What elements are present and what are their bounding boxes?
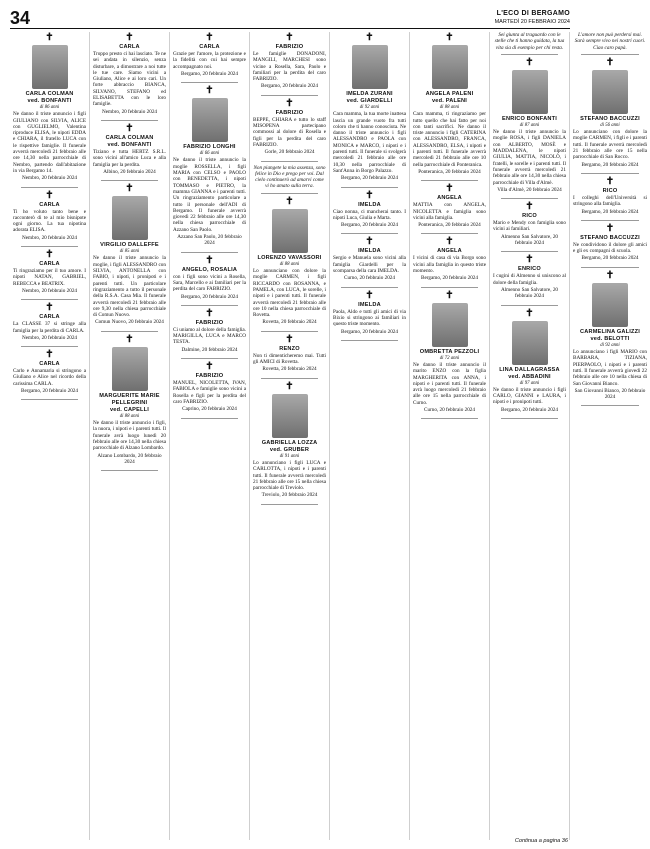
obituary-notice — [253, 335, 326, 373]
notice-text: Carlo e Annamaria si stringono a Giuliano e Alice nel ricordo della carissima CARLA. — [13, 368, 86, 387]
continue-note: Continua a pagina 36 — [514, 838, 568, 844]
cross-icon: ✝ — [445, 236, 454, 248]
obituary-notice — [493, 202, 566, 246]
place-date: Caprino, 20 febbraio 2024 — [182, 406, 237, 413]
notice-text: Ne danno il triste annuncio la moglie, i figli ALESSANDRO con SILVIA, ANTONELLA con FABIO, i nipoti, i pronipoti e i parenti tutti. Un particolare ringraziamento a tutto il personale della R.S.A. Casa Mia. Il funerale avverrà mercoledì 21 febbraio alle ore 9,30 nella chiesa parrocchiale di Comun Nuovo. — [93, 255, 166, 319]
place-date: Nembro, 20 febbraio 2024 — [21, 234, 78, 241]
deceased-name: LINA DALLAGRASSA — [499, 366, 560, 373]
cross-icon: ✝ — [125, 122, 134, 134]
notice-text: I vicini di casa di via Borgo sono vicini alla famiglia in questo triste momento. — [413, 255, 486, 275]
notice-text: Lo annunciano i figli LUCA e CARLOTTA, i nipoti e i parenti tutti. Il funerale avverrà mercoledì 21 febbraio alle ore 15 nella chiesa parrocchiale di Treviolo. — [253, 459, 326, 492]
cross-icon: ✝ — [525, 201, 534, 213]
cross-icon: ✝ — [605, 269, 615, 281]
portrait-photo — [272, 394, 308, 438]
memorial-quote: Non piangete la mia assenza, sono felice in Dio e prego per voi. Dal cielo continuerò ad amarvi come vi ho amato sulla terra. — [253, 164, 326, 190]
obituary-notice — [493, 309, 566, 413]
notice-text: Ne danno il triste annuncio il marito ENZO con la figlia MARGHERITA con ANNA, i nipoti e i parenti tutti. Il funerale avrà luogo mercoledì 21 febbraio alle ore 15 nella parrocchiale di Curno. — [413, 361, 486, 406]
notice-text: MATTIA con ANGELA, NICOLETTA e famiglia sono vicini alla famiglia. — [413, 202, 486, 221]
divider — [581, 173, 639, 174]
portrait-photo — [352, 45, 388, 89]
notice-text: Non ti dimenticheremo mai. Tutti gli AMICI di Rovetta. — [253, 352, 326, 366]
deceased-married-name: ved. GRUBER — [269, 446, 310, 453]
obituary-notice — [173, 309, 246, 353]
notice-text: Sergio e Manuela sono vicini alla famiglia Giardelli per la scomparsa della cara IMELDA. — [333, 255, 406, 275]
cross-icon: ✝ — [45, 249, 54, 261]
place-date: Albino, 20 febbraio 2024 — [103, 168, 156, 175]
notice-text: Lo annunciano con dolore la moglie CARMEN, i figli e i parenti tutti. Il funerale avverrà mercoledì 21 febbraio alle ore 15 nella parrocchiale di San Rocco. — [573, 129, 647, 161]
place-date: Nembro, 20 febbraio 2024 — [21, 175, 78, 182]
page-number: 34 — [10, 8, 31, 28]
cross-icon: ✝ — [605, 175, 615, 187]
obituary-notice — [13, 350, 86, 394]
deceased-name: IMELDA — [358, 301, 381, 308]
notice-text: Cara mamma, ti ringraziamo per tutto quello che hai fatto per noi con tanti sacrifici. Ne danno il triste annuncio i figli CATERINA con ALESSANDRO, FRANCA, ALESSANDRO, ELSA, i nipoti e i parenti tutti. Il funerale avverrà mercoledì 21 febbraio alle ore 10 nella parrocchiale di Ponteranica. — [413, 111, 486, 168]
place-date: Bergamo, 20 febbraio 2024 — [181, 293, 238, 300]
deceased-name: IMELDA — [358, 248, 381, 255]
deceased-married-name: ved. CAPELLI — [109, 406, 150, 413]
cross-icon: ✝ — [365, 189, 374, 201]
divider — [181, 82, 238, 83]
cross-icon: ✝ — [525, 254, 534, 266]
notice-text: Ne danno il triste annuncio la moglie ROSSELLA, i figli MARIA con CELSO e PAOLO con BENEDETTA, i nipoti TOMMASO e PIETRO, la mamma GIANNA e i parenti tutti. Un ringraziamento particolare a tutto il personale dell'ADI di Bergamo. Il funerale avverrà giovedì 22 febbraio alle ore 14,30 nella chiesa parrocchiale di Azzano San Paolo. — [173, 157, 246, 233]
place-date: Nembro, 20 febbraio 2024 — [101, 108, 158, 115]
divider — [341, 187, 398, 188]
cross-icon: ✝ — [205, 361, 214, 373]
notice-text: I colleghi dell'Università si stringono alla famiglia. — [573, 194, 647, 208]
cross-icon: ✝ — [605, 56, 615, 68]
obituary-notice — [253, 382, 326, 499]
divider — [181, 305, 238, 306]
divider — [581, 267, 639, 268]
notice-text: Ne danno il triste annuncio la moglie ROSA, i figli DANIELA con ALBERTO, MOSÈ e MADDALENA, le nipoti GIULIA, MATTIA, NICOLÒ, i fratelli, le sorelle e i parenti tutti. Il funerale avverrà mercoledì 21 febbraio alle ore 14,30 nella chiesa parrocchiale di Villa d'Almè. — [493, 129, 566, 186]
divider — [581, 54, 639, 55]
deceased-married-name: ved. GIARDELLI — [346, 98, 393, 104]
divider — [341, 233, 398, 234]
deceased-age: di 88 anni — [439, 105, 460, 110]
portrait-photo — [592, 283, 628, 327]
place-date: Comun Nuovo, 20 febbraio 2024 — [95, 319, 164, 326]
divider — [501, 305, 558, 306]
notice-text: Lo annunciano i figli MARIO con BARBARA, TIZIANA, PIERPAOLO, i nipoti e i parenti tutti. Il funerale avverrà giovedì 22 febbraio alle ore 10 nella chiesa di San Giovanni Bianco. — [573, 349, 647, 387]
cross-icon: ✝ — [365, 32, 374, 43]
divider — [181, 418, 238, 419]
cross-icon: ✝ — [205, 254, 214, 266]
place-date: Curno, 20 febbraio 2024 — [343, 275, 395, 282]
deceased-name: CARLA — [39, 201, 60, 208]
notice-text: con i figli sono vicini a Rosella, Sara, Marcello e ai familiari per la perdita del caro FABRIZIO. — [173, 273, 246, 293]
deceased-name: CARLA — [39, 261, 60, 268]
divider — [181, 252, 238, 253]
cross-icon: ✝ — [445, 289, 454, 301]
deceased-name: CARLA — [39, 314, 60, 321]
divider — [261, 378, 318, 379]
cross-icon: ✝ — [125, 183, 134, 195]
divider — [21, 399, 78, 400]
portrait-photo — [112, 347, 148, 391]
obituary-notice — [173, 362, 246, 412]
column-2 — [90, 32, 170, 840]
issue-date: MARTEDÌ 20 FEBBRAIO 2024 — [494, 19, 570, 25]
obituary-notice — [173, 256, 246, 300]
cross-icon: ✝ — [205, 32, 214, 43]
obituary-notice — [93, 124, 166, 175]
deceased-name: OMBRETTA PEZZOLI — [419, 348, 480, 355]
divider — [21, 246, 78, 247]
cross-icon: ✝ — [45, 349, 54, 361]
place-date: Nembro, 20 febbraio 2024 — [21, 287, 78, 294]
obituary-notice — [333, 33, 406, 182]
obituary-notice — [13, 33, 86, 182]
cross-icon: ✝ — [125, 333, 134, 345]
deceased-married-name: ved. ABBADINI — [508, 373, 551, 380]
place-date: Bergamo, 20 febbraio 2024 — [21, 388, 78, 395]
place-date: Rovetta, 20 febbraio 2024 — [262, 319, 317, 326]
deceased-name: CARMELINA GALIZZI — [579, 328, 641, 335]
cross-icon: ✝ — [205, 85, 214, 97]
deceased-name: RICO — [602, 187, 618, 194]
notice-text: Ti ho voluto tanto bene e racconterò di te al mio bisnipote ogni giorno. La tua nipotina adorata ELISA. — [13, 208, 86, 234]
deceased-age: di 86 anni — [39, 105, 60, 110]
portrait-photo — [112, 196, 148, 240]
obituary-notice — [93, 33, 166, 115]
deceased-name: ENRICO — [518, 266, 541, 273]
deceased-age: di 92 anni — [600, 342, 620, 348]
place-date: Ponteranica, 20 febbraio 2024 — [418, 168, 481, 175]
notice-text: Tiziano e tutta HERTZ S.R.L. sono vicini all'amico Luca e alla famiglia per la perdita. — [93, 148, 166, 168]
deceased-age: di 66 anni — [199, 151, 220, 157]
newspaper-name: L'ECO DI BERGAMO — [496, 10, 570, 17]
place-date: Bergamo, 20 febbraio 2024 — [181, 70, 238, 77]
cross-icon: ✝ — [525, 56, 534, 68]
place-date: Rovetta, 20 febbraio 2024 — [262, 366, 317, 373]
portrait-photo — [32, 45, 68, 89]
divider — [261, 161, 318, 162]
notice-text: Ne danno il triste annuncio i figli GIULIANO con SILVIA, ALICE con GUGLIELMO, Valentina riproduce ELISA, le nipoti EDDA e CHIARA, il fratello LUCA con le rispettive famiglie. Il funerale avverrà mercoledì 21 febbraio alle ore 14,30 nella parrocchiale di Nembro, partendo dall'abitazione in via Bergamo 14. — [13, 111, 86, 174]
divider — [101, 180, 158, 181]
obituary-notice — [253, 197, 326, 326]
place-date: Bergamo, 20 febbraio 2024 — [581, 161, 639, 168]
divider — [101, 331, 158, 332]
portrait-photo — [592, 70, 628, 114]
deceased-name: ANGELA — [437, 248, 462, 255]
divider — [581, 405, 639, 406]
place-date: Bergamo, 20 febbraio 2024 — [421, 275, 478, 282]
obituary-notice — [13, 191, 86, 241]
obituary-notice — [13, 250, 86, 294]
deceased-name: STEFANO BACCUZZI — [580, 234, 640, 241]
divider — [501, 198, 558, 199]
deceased-age: di 92 anni — [359, 105, 380, 110]
divider — [181, 358, 238, 359]
cross-icon: ✝ — [445, 32, 454, 43]
cross-icon: ✝ — [365, 289, 374, 301]
cross-icon: ✝ — [525, 307, 534, 319]
memorial-quote: L'amore non può perdersi mai. Sarà sempre vivo nei nostri cuori. Ciao caro papà. — [574, 32, 646, 51]
place-date: Dalmine, 20 febbraio 2024 — [181, 346, 238, 353]
divider — [501, 418, 558, 419]
obituary-notice — [333, 237, 406, 281]
deceased-name: CARLA COLMAN — [105, 134, 154, 141]
place-date: Bergamo, 20 febbraio 2024 — [341, 175, 398, 182]
column-7 — [490, 32, 570, 840]
divider — [21, 187, 78, 188]
obituary-notice — [253, 33, 326, 90]
deceased-name: GABRIELLA LOZZA — [261, 439, 318, 446]
obituary-notice — [573, 58, 647, 168]
place-date: Alzano Lombardo, 20 febbraio 2024 — [97, 452, 162, 465]
deceased-married-name: ved. PALENI — [431, 98, 468, 104]
divider — [101, 470, 158, 471]
deceased-name: IMELDA ZURANI — [346, 91, 393, 97]
deceased-name: FABRIZIO — [195, 319, 224, 326]
place-date: Almenno San Salvatore, 20 febbraio 2024 — [500, 233, 559, 247]
obituary-notice — [493, 255, 566, 299]
notice-text: Ne condividono il dolore gli amici e gli ex compagni di scuola. — [573, 241, 647, 255]
place-date: Bergamo, 20 febbraio 2024 — [341, 328, 398, 335]
obituary-notice — [93, 335, 166, 465]
deceased-name: CARLA — [199, 44, 220, 50]
portrait-photo — [512, 70, 548, 114]
obituary-notice — [413, 33, 486, 175]
deceased-name: STEFANO BACCUZZI — [580, 115, 640, 122]
place-date: Ponteranica, 20 febbraio 2024 — [418, 222, 481, 229]
deceased-name: LORENZO VAVASSORI — [257, 254, 322, 261]
deceased-age: di 91 anni — [279, 453, 300, 459]
obituary-notice — [573, 177, 647, 215]
notice-text: Ciao nonna, ci mancherai tanto. I nipoti Luca, Giulia e Marta. — [333, 208, 406, 221]
notice-text: Ci uniamo al dolore della famiglia. MARIGILLA, LUCA e MARCO TESTA. — [173, 326, 246, 346]
column-1 — [10, 32, 90, 840]
memorial-quote: Sei giunta al traguardo con le stelle che ti hanno guidata, la tua vita sia di esempio per chi resta. — [494, 32, 565, 51]
notice-text: Grazie per l'amore, la protezione e la fidelità con cui hai sempre accompagnato noi. — [173, 51, 246, 70]
divider — [421, 233, 478, 234]
deceased-age: di 97 anni — [519, 380, 540, 386]
column-6 — [410, 32, 490, 840]
deceased-married-name: ved. BONFANTI — [107, 141, 152, 148]
cross-icon: ✝ — [125, 32, 134, 43]
divider — [501, 54, 558, 55]
deceased-age: di 88 anni — [279, 261, 300, 267]
divider — [261, 95, 318, 96]
portrait-photo — [432, 303, 468, 347]
place-date: Bergamo, 20 febbraio 2024 — [341, 222, 398, 229]
place-date: Bergamo, 20 febbraio 2024 — [501, 406, 558, 413]
deceased-married-name: ved. BONFANTI — [27, 98, 72, 104]
obituary-notice — [173, 33, 246, 77]
place-date: Almenno San Salvatore, 20 febbraio 2024 — [500, 286, 559, 300]
deceased-age: di 72 anni — [439, 355, 460, 361]
obituary-notice — [573, 271, 647, 401]
notice-text: Ne danno il triste annuncio i figli, la nuora, i nipoti e i parenti tutti. Il funerale avrà luogo lunedì 20 febbraio alle ore 14,30 nella chiesa parrocchiale di Alzano Lombardo. — [93, 420, 166, 452]
deceased-name: FABRIZIO LONGHI — [183, 144, 236, 151]
divider — [581, 220, 639, 221]
deceased-name: RENZO — [279, 345, 300, 352]
place-date: San Giovanni Bianco, 20 febbraio 2024 — [574, 387, 646, 401]
notice-text: Cara mamma, la tua morte inattesa lascia un grande vuoto fra tutti coloro che ti hanno conosciuta. Ne danno il triste annuncio i figli ALESSANDRO e PAOLA con MONICA e MARCO, i nipoti e i parenti tutti. Il funerale si svolgerà mercoledì 21 febbraio alle ore 10,30 nella parrocchiale di Sant'Anna in Borgo Palazzo. — [333, 111, 406, 174]
obituary-notice — [333, 191, 406, 229]
deceased-name: ANGELA PALENI — [425, 91, 474, 97]
obituary-notice — [413, 237, 486, 281]
notice-text: Troppo presto ci hai lasciato. Te ne sei andata in silenzio, senza disturbare, a dimostrare a noi tutte le tue care. Siamo vicini a Giuliano, Alice e ai loro cari. Un forte abbraccio BIANCA, SILVANO, STEFANO ed ELISABETTA con le loro famiglie. — [93, 51, 166, 108]
cross-icon: ✝ — [285, 333, 294, 345]
place-date: Curno, 20 febbraio 2024 — [423, 407, 475, 414]
deceased-married-name: ved. BELOTTI — [590, 335, 630, 342]
deceased-name: FABRIZIO — [275, 109, 304, 116]
deceased-name: VIRGILIO DALLEFFE — [100, 242, 159, 249]
place-date: Bergamo, 20 febbraio 2024 — [261, 83, 318, 90]
deceased-name: RICO — [522, 213, 537, 220]
obituary-notice — [573, 224, 647, 262]
cross-icon: ✝ — [45, 32, 54, 43]
divider — [341, 287, 398, 288]
notice-text: Le famiglie DONADONI, MANGILI, MARCHESI sono vicine a Rosella, Sara, Paolo e familiari per la perdita del caro FABRIZIO. — [253, 51, 326, 83]
divider — [101, 120, 158, 121]
cross-icon: ✝ — [45, 302, 54, 314]
deceased-name: ANGELO, ROSALIA — [181, 266, 238, 273]
place-date: Bergamo, 20 febbraio 2024 — [581, 255, 639, 262]
place-date: Villa d'Almè, 20 febbraio 2024 — [497, 186, 562, 193]
obituary-notice — [173, 86, 246, 246]
deceased-age: di 88 anni — [119, 413, 140, 419]
notice-text: MANUEL, NICOLETTA, IVAN, FABIOLA e famiglie sono vicini a Rosella e figli per la perdita del caro FABRIZIO. — [173, 380, 246, 405]
deceased-name: FABRIZIO — [275, 44, 304, 50]
place-date: Gorle, 20 febbraio 2024 — [264, 149, 315, 156]
divider — [421, 418, 478, 419]
portrait-photo — [192, 98, 228, 142]
notice-text: I cugini di Almenno si uniscono al dolore della famiglia. — [493, 273, 566, 286]
column-4 — [250, 32, 330, 840]
divider — [261, 331, 318, 332]
obituary-notice — [93, 184, 166, 326]
notice-text: Paola, Aldo e tutti gli amici di via Bixio si stringono ai familiari in questo triste momento. — [333, 308, 406, 328]
divider — [341, 340, 398, 341]
place-date: Treviolo, 20 febbraio 2024 — [261, 492, 318, 499]
portrait-photo — [512, 321, 548, 365]
deceased-name: ANGELA — [437, 195, 462, 202]
notice-text: Ti ringraziamo per il tuo amore. I nipoti NATAN, GABRIEL, REBECCA e BEATRIX. — [13, 268, 86, 287]
obituary-notice — [13, 303, 86, 341]
column-8 — [570, 32, 650, 840]
cross-icon: ✝ — [285, 32, 294, 43]
notice-text: La CLASSE 37 si stringe alla famiglia per la perdita di CARLA. — [13, 321, 86, 334]
cross-icon: ✝ — [365, 236, 374, 248]
deceased-name: FABRIZIO — [195, 373, 224, 380]
portrait-photo — [272, 209, 308, 253]
cross-icon: ✝ — [285, 97, 294, 109]
cross-icon: ✝ — [605, 222, 615, 234]
obituary-notice — [333, 291, 406, 335]
obituary-notice — [493, 58, 566, 193]
cross-icon: ✝ — [45, 189, 54, 201]
deceased-name: MARGUERITE MARIE PELLEGRINI — [99, 392, 160, 406]
divider — [261, 504, 318, 505]
divider — [261, 193, 318, 194]
notice-text: BEPPE, CHIARA e tutto lo staff MISOPENA partecipano commossi al dolore di Rosella e figli per la perdita del caro FABRIZIO. — [253, 116, 326, 148]
divider — [21, 346, 78, 347]
cross-icon: ✝ — [285, 195, 294, 207]
obituary-notice — [413, 184, 486, 228]
divider — [501, 251, 558, 252]
place-date: Bergamo, 20 febbraio 2024 — [581, 208, 639, 215]
deceased-name: ENRICO BONFANTI — [502, 115, 557, 122]
place-date: Azzano San Paolo, 20 febbraio 2024 — [177, 234, 242, 247]
notice-text: Lo annunciano con dolore la moglie CARMEN, i figli RICCARDO con ROSANNA, e PAMELA, con LUCA, le sorelle, i nipoti e i parenti tutti. Il funerale avverrà mercoledì 21 febbraio alle ore 10 nella chiesa parrocchiale di Rovetta. — [253, 268, 326, 319]
deceased-age: di 85 anni — [119, 249, 140, 255]
cross-icon: ✝ — [445, 183, 454, 195]
obituary-notice — [413, 291, 486, 414]
portrait-photo — [432, 45, 468, 89]
deceased-name: CARLA — [39, 361, 60, 368]
place-date: Nembro, 20 febbraio 2024 — [21, 334, 78, 341]
divider — [421, 180, 478, 181]
header-right — [495, 10, 570, 28]
deceased-name: CARLA — [119, 44, 140, 50]
page-header — [10, 4, 570, 29]
cross-icon: ✝ — [285, 380, 294, 392]
deceased-age: di 87 anni — [519, 122, 540, 128]
deceased-age: di 56 anni — [600, 122, 620, 128]
deceased-name: CARLA COLMAN — [25, 91, 74, 97]
column-5 — [330, 32, 410, 840]
notice-text: Ne danno il triste annuncio i figli CARLO, GIANNI e LAURA, i nipoti e i pronipoti tutti. — [493, 386, 566, 406]
obituary-notice — [253, 99, 326, 156]
notice-text: Mario e Mendy con famiglia sono vicini ai familiari. — [493, 220, 566, 233]
divider — [421, 287, 478, 288]
deceased-name: IMELDA — [358, 201, 381, 208]
cross-icon: ✝ — [205, 307, 214, 319]
obituary-columns — [10, 32, 647, 840]
divider — [21, 299, 78, 300]
column-3 — [170, 32, 250, 840]
